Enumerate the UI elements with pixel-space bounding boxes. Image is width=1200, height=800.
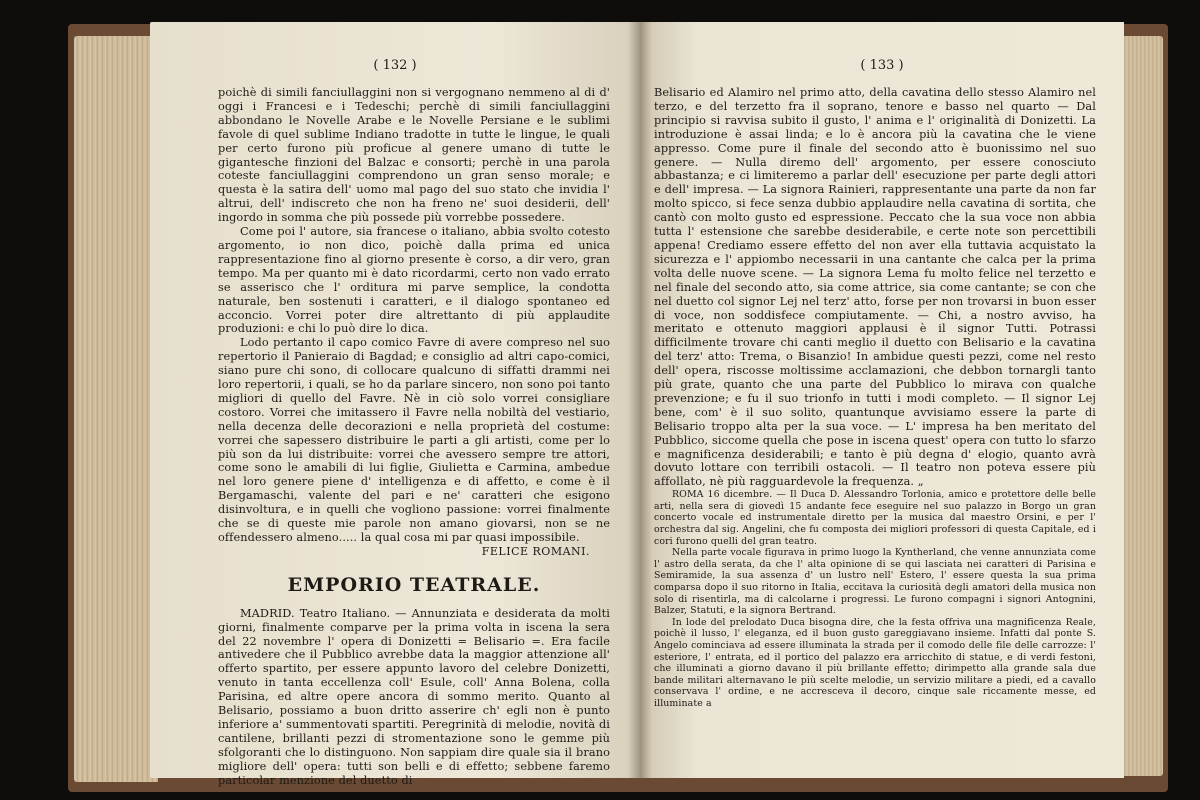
left-page bbox=[150, 22, 640, 787]
madrid-report: MADRID. Teatro Italiano. — Annunziata e desiderata da molti giorni, finalmente comparve per la prima volta in iscena la sera del 22 novembre l' opera di Donizetti = Belisario =. Era facile antivedere che il Pubblico avrebbe data la maggior attenzione all' offerto spartito, per essere appunto lavoro del celebre Donizetti, venuto in tanta eccellenza coll' Esule, coll' Anna Bolena, colla Parisina, ed altre opere ancora di sommo merito. Quanto al Belisario, possiamo a buon dritto asserire ch' egli non è punto inferiore a' summentovati spartiti. Peregrinità di melodie, novità di cantilene, brillanti pezzi di stromentazione sono le gemme più sfolgoranti che lo distinguono. Non sappiam dire quale sia il brano migliore dell' opera: tutti son belli e di effetto; sebbene faremo particolar menzione del duetto di bbox=[218, 606, 610, 787]
paragraph: Nella parte vocale figurava in primo luogo la Kyntherland, che venne annunziata come l' astro della serata, da che l' alta opinione di se qui lasciata nei caratteri di Parisina e Semiramide, la sua assenza d' un lustro nell' Estero, l' essere questa la sua prima comparsa dopo il suo ritorno in Italia, eccitava la curiosità degli amatori della musica non solo di risentirla, ma di calcolarne i progressi. Le furono compagni i signori Antognini, Balzer, Statuti, e la signora Bertrand. bbox=[654, 547, 1096, 617]
open-book bbox=[68, 14, 1168, 792]
right-page-text bbox=[654, 86, 1096, 710]
paragraph: poichè di simili fanciullaggini non si vergognano nemmeno al di d' oggi i Francesi e i Tedeschi; perchè di simili fanciullaggini abbondano le Novelle Arabe e le Novelle Persiane e le sublimi favole di quel sublime Indiano tradotte in tutte le lingue, le quali per certo furono più proficue al genere umano di tutte le gigantesche finzioni del Balzac e consorti; perchè in una parola coteste fanciullaggini comprendono un gran senso morale; e questa è la satira dell' uomo mal pago del suo stato che invidia l' altrui, dell' indiscreto che non ha freno ne' suoi desiderii, dell' ingordo in somma che più possede più vorrebbe possedere. bbox=[218, 86, 610, 225]
paragraph: Come poi l' autore, sia francese o italiano, abbia svolto cotesto argomento, io non dico, poichè dalla prima ed unica rappresentazione fino al giorno presente è corso, a dir vero, gran tempo. Ma per quanto mi è dato ricordarmi, certo non vado errato se asserisco che l' orditura mi parve semplice, la condotta naturale, ben sostenuti i caratteri, e il dialogo spontaneo ed acconcio. Vorrei poter dire altrettanto di più applaudite produzioni: e chi lo può dire lo dica. bbox=[218, 225, 610, 336]
page-edges-right bbox=[1123, 36, 1163, 776]
page-number-left: ( 132 ) bbox=[373, 58, 417, 73]
author-signature: FELICE ROMANI. bbox=[481, 544, 590, 558]
page-number-right: ( 133 ) bbox=[860, 58, 904, 73]
roma-report: ROMA 16 dicembre. — Il Duca D. Alessandro Torlonia, amico e protettore delle belle arti, nella sera di giovedì 15 andante fece eseguire nel suo palazzo in Borgo un gran concerto vocale ed instrumentale diretto per la musica dal maestro Orsini, e per l' orchestra dal sig. Angelini, che fu composta dei migliori professori di questa Capitale, ed i cori furono quelli del gran teatro. bbox=[654, 489, 1096, 547]
paragraph: Lodo pertanto il capo comico Favre di avere compreso nel suo repertorio il Panieraio di Bagdad; e consiglio ad altri capo-comici, siano pure chi sono, di collocare qualcuno di siffatti drammi nei loro repertorii, i quali, se ho da parlare sincero, non sono poi tanto migliori di quello del Favre. Nè in ciò solo vorrei consigliare costoro. Vorrei che imitassero il Favre nella nobiltà del vestiario, nella decenza delle decorazioni e nella proprietà del costume: vorrei che sapessero distribuire le parti a gli artisti, come per lo più son da lui distribuite: vorrei che avessero sempre tre attori, come sono le amabili di lui figlie, Giulietta e Carmina, ambedue nel loro genere piene d' intelligenza e di affetto, e come è il Bergamaschi, valente del pari e ne' caratteri che esigono disinvoltura, e in quelli che vogliono passione: vorrei finalmente che se di queste mie parole non amano giovarsi, non se ne offendessero almeno..... la qual cosa mi par quasi impossibile. bbox=[218, 336, 610, 544]
small-print-section bbox=[654, 489, 1096, 709]
paragraph: In lode del prelodato Duca bisogna dire, che la festa offriva una magnificenza Reale, poichè il lusso, l' eleganza, ed il buon gusto gareggiavano insieme. Infatti dal ponte S. Angelo cominciava ad essere illuminata la strada per il comodo delle file delle carrozze: l' esteriore, l' entrata, ed il portico del palazzo era arricchito di statue, e di verdi festoni, che illuminati a giorno davano il più brillante effetto; dirimpetto alla grande sala due bande militari alternavano le più scelte melodie, un servizio militare a piedi, ed a cavallo conservava l' ordine, e ne accresceva il decoro, cinque sale riccamente messe, ed illuminate a bbox=[654, 616, 1096, 709]
book-gutter bbox=[628, 22, 652, 778]
page-edges-left bbox=[74, 36, 158, 782]
left-page-text bbox=[218, 86, 610, 788]
right-page bbox=[640, 22, 1124, 778]
section-heading: EMPORIO TEATRALE. bbox=[287, 573, 541, 596]
paragraph: Belisario ed Alamiro nel primo atto, della cavatina dello stesso Alamiro nel terzo, e del terzetto fra il soprano, tenore e basso nel quarto — Dal principio si ravvisa subito il gusto, l' anima e l' originalità di Donizetti. La introduzione è assai linda; e lo è ancora più la cavatina che le viene appresso. Come pure il finale del secondo atto è buonissimo nel suo genere. — Nulla diremo dell' argomento, per essere conosciuto abbastanza; e ci limiteremo a parlar dell' esecuzione per parte degli attori e dell' impresa. — La signora Rainieri, rappresentante una parte da non far molto spicco, si fece senza dubbio applaudire nella cavatina di sortita, che cantò con molto gusto ed espressione. Peccato che la sua voce non abbia tutta l' estensione che sarebbe desiderabile, e certe note son percettibili appena! Crediamo essere effetto del non aver ella tuttavia acquistato la sicurezza e l' appiombo necessarii in una cantante che calca per la prima volta delle nuove scene. — La signora Lema fu molto felice nel terzetto e nel finale del secondo atto, sia come attrice, sia come cantante; se con che nel duetto col signor Lej nel terz' atto, forse per non trovarsi in buon esser di voce, non soddisfece compiutamente. — Chi, a nostro avviso, ha meritato e ottenuto maggiori applausi è il signor Tutti. Potrassi difficilmente trovare chi canti meglio il duetto con Belisario e la cavatina del terz' atto: Trema, o Bisanzio! In ambidue questi pezzi, come nel resto dell' opera, riscosse moltissime acclamazioni, che debbon tornargli tanto più grate, quanto che una parte del Pubblico lo mirava con qualche prevenzione; e fu il suo trionfo in tutti i modi completo. — Il signor Lej bene, com' è il suo solito, quantunque avvisiamo essere la parte di Belisario troppo alta per la sua voce. — L' impresa ha ben meritato del Pubblico, siccome quella che pose in iscena quest' opera con tutto lo sfarzo e magnificenza desiderabili; e tanto è più degna d' elogio, quanto avrà dovuto lottare con terribili ostacoli. — Il teatro non poteva essere più affollato, nè più ragguardevole la frequenza. „ bbox=[654, 86, 1096, 489]
